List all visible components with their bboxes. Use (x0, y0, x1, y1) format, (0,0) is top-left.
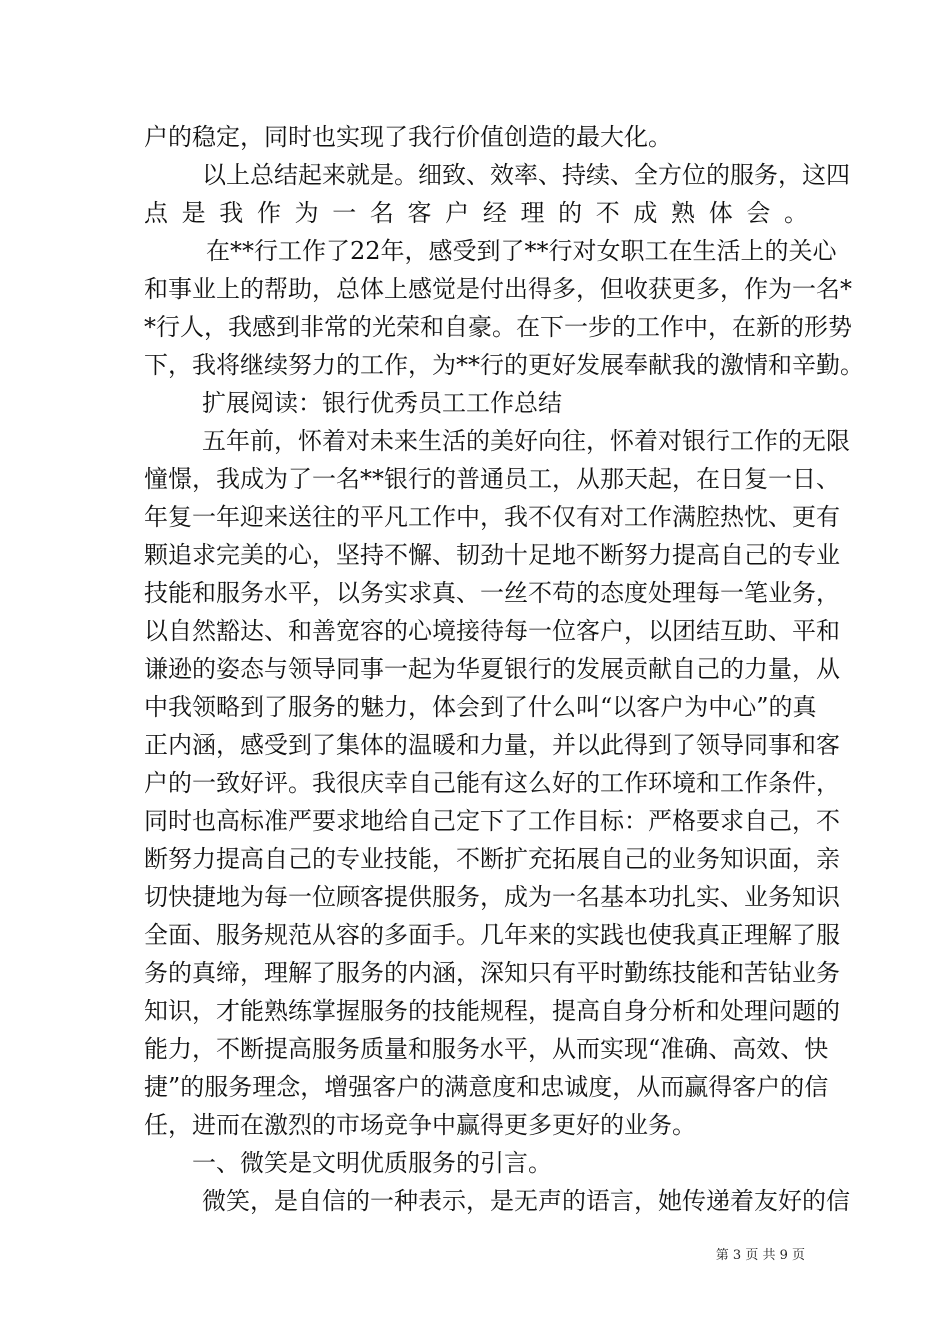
text-line: 任，进而在激烈的市场竞争中赢得更多更好的业务。 (144, 1111, 696, 1139)
text-line: 户的稳定，同时也实现了我行价值创造的最大化。 (144, 123, 672, 151)
text-line: 扩展阅读：银行优秀员工工作总结 (202, 389, 562, 417)
text-line: 谦逊的姿态与领导同事一起为华夏银行的发展贡献自己的力量，从 (144, 655, 840, 683)
text-line: 务的真缔，理解了服务的内涵，深知只有平时勤练技能和苦钻业务 (144, 959, 840, 987)
text-line: 全面、服务规范从容的多面手。几年来的实践也使我真正理解了服 (144, 921, 840, 949)
text-line: 下，我将继续努力的工作，为**行的更好发展奉献我的激情和辛勤。 (144, 351, 864, 379)
text-line: 微笑，是自信的一种表示，是无声的语言，她传递着友好的信 (202, 1187, 850, 1215)
text-line: 在**行工作了22年，感受到了**行对女职工在生活上的关心 (206, 237, 837, 265)
text-line: 颗追求完美的心，坚持不懈、韧劲十足地不断努力提高自己的专业 (144, 541, 840, 569)
text-line: 一、微笑是文明优质服务的引言。 (192, 1149, 552, 1177)
text-line: 捷”的服务理念，增强客户的满意度和忠诚度，从而赢得客户的信 (144, 1073, 829, 1101)
text-line: 五年前，怀着对未来生活的美好向往，怀着对银行工作的无限 (202, 427, 850, 455)
text-line: 能力，不断提高服务质量和服务水平，从而实现“准确、高效、快 (144, 1035, 829, 1063)
text-line: 点是我作为一名客户经理的不成熟体会。 (144, 199, 808, 227)
text-line: 和事业上的帮助，总体上感觉是付出得多，但收获更多，作为一名* (144, 275, 852, 303)
page-number: 第 3 页 共 9 页 (715, 1248, 805, 1263)
text-line: 断努力提高自己的专业技能，不断扩充拓展自己的业务知识面，亲 (144, 845, 840, 873)
text-line: 户的一致好评。我很庆幸自己能有这么好的工作环境和工作条件， (144, 769, 840, 797)
text-line: 正内涵，感受到了集体的温暖和力量，并以此得到了领导同事和客 (144, 731, 840, 759)
text-line: *行人，我感到非常的光荣和自豪。在下一步的工作中，在新的形势 (144, 313, 852, 341)
text-line: 中我领略到了服务的魅力，体会到了什么叫“以客户为中心”的真 (144, 693, 817, 721)
text-line: 切快捷地为每一位顾客提供服务，成为一名基本功扎实、业务知识 (144, 883, 840, 911)
text-line: 技能和服务水平，以务实求真、一丝不苟的态度处理每一笔业务， (144, 579, 840, 607)
text-line: 同时也高标准严要求地给自己定下了工作目标：严格要求自己，不 (144, 807, 840, 835)
text-line: 以自然豁达、和善宽容的心境接待每一位客户，以团结互助、平和 (144, 617, 840, 645)
text-line: 憧憬，我成为了一名**银行的普通员工，从那天起，在日复一日、 (144, 465, 840, 493)
text-line: 以上总结起来就是。细致、效率、持续、全方位的服务，这四 (202, 161, 850, 189)
text-line: 知识，才能熟练掌握服务的技能规程，提高自身分析和处理问题的 (144, 997, 840, 1025)
text-line: 年复一年迎来送往的平凡工作中，我不仅有对工作满腔热忱、更有 (144, 503, 840, 531)
